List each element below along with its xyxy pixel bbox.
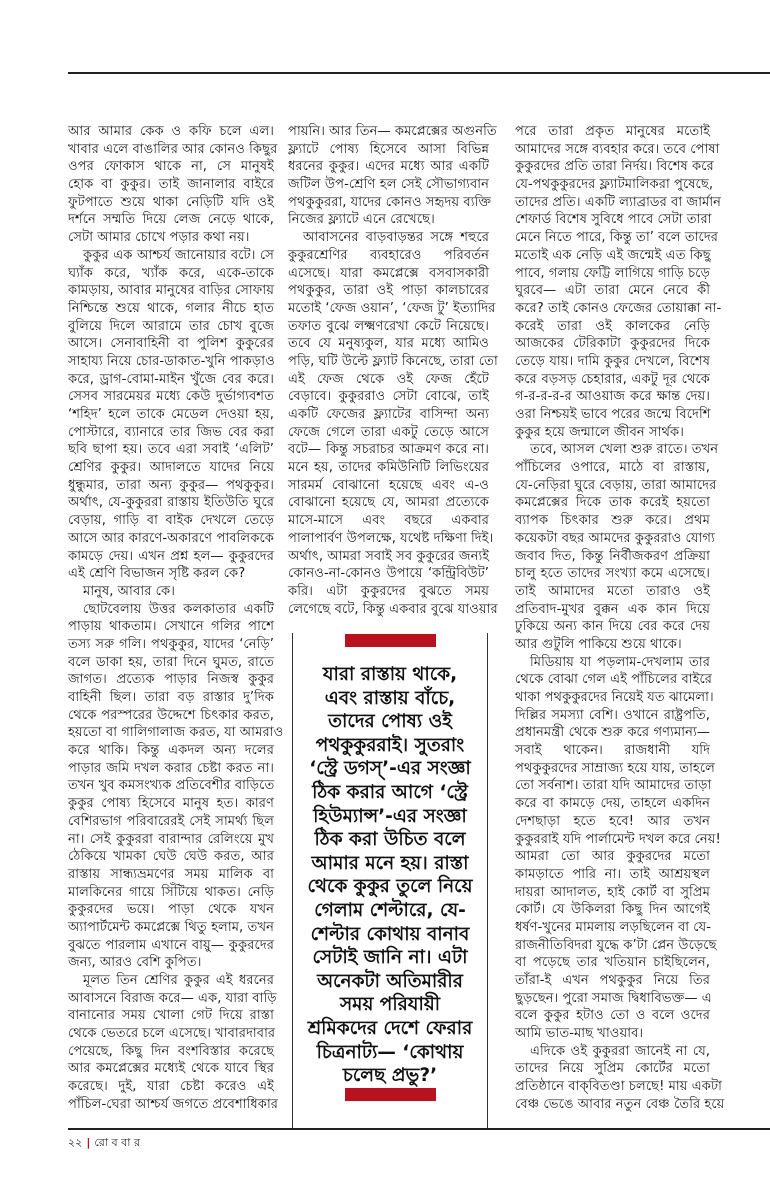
text-line: এই ফেজ থেকে ওই ফেজ হেঁটে [288, 371, 489, 387]
text-line: সেসব সারমেয়র মধ্যে কেউ দুর্ভাগ্যবশত [68, 389, 274, 405]
pull-quote-line: পথকুকুররাই। সুতরাং [315, 734, 465, 756]
pull-quote-line: ‘স্ট্রে ডগস্’-এর সংজ্ঞা [309, 758, 471, 780]
text-line: কামড়াতে পারি না। তাই আশ্রয়স্থল [515, 866, 710, 882]
text-line: ফেজে গেলে তারা একটু তেড়ে আসে [288, 424, 489, 440]
text-line: বটে— কিন্তু সচরাচর আক্রমণ করে না। [288, 442, 489, 458]
text-line: কুকুরশ্রেণির ব্যবহারেও পরিবর্তন [288, 247, 489, 263]
text-line: করে, ড্রাগ-বোমা-মাইন খুঁজে বের করে। [68, 371, 274, 387]
text-line: রাস্তায় সান্ধ্যভ্রমণের সময় মালিক বা [68, 866, 274, 882]
text-line: পরে তারা প্রকৃত মানুষের মতোই [515, 124, 710, 139]
pull-quote-line: চিত্রনাট্য— ‘কোথায় [316, 1041, 464, 1063]
text-line: বুলিয়ে দিলে আরামে তার চোখ বুজে [68, 318, 274, 334]
pull-quote-bottom-bar [345, 1088, 436, 1101]
text-line: কামড়ায়, আবার মানুষের বাড়ির সোফায় [68, 283, 274, 299]
text-line: কয়েকটা বছর আমদের কুকুররাও যোগ্য [515, 530, 715, 546]
text-line: আমরা তো আর কুকুরদের মতো [515, 849, 710, 865]
text-line: তাঁরা-ই এখন পথকুকুর নিয়ে তির [515, 973, 710, 988]
pull-quote-line: অনেকটা অতিমারীর [317, 970, 463, 992]
text-line: ঘুরবে— এটা তারা মেনে নেবে কী [515, 283, 710, 299]
text-line: ধরনের কুকুর। এদের মধ্যে আর একটি [288, 159, 489, 175]
text-line: খাবার এলে বাঙালির আর কোনও কিছুর [68, 141, 278, 157]
text-line: তফাত বুঝে লক্ষ্মণরেখা কেটে নিয়েছে। [288, 318, 489, 334]
text-line: গ-র-র-র-র আওয়াজ করে ক্ষান্ত দেয়। [515, 389, 710, 405]
text-line: পথকুকুর, তারা ওই পাড়া কালচারের [288, 283, 489, 299]
text-line: আমাদের সঙ্গে ব্যবহার করে। তবে পোষা [515, 141, 720, 157]
text-line: কুকুর এক আশ্চর্য জানোয়ার বটে। সে [83, 247, 274, 263]
text-line: চালু হতে তাদের সংখ্যা কমে এসেছে। [515, 566, 710, 582]
text-line: করে থাকি। কিন্তু একদল অন্য দলের [68, 743, 274, 759]
text-line: ধুন্ধুমার, তারা অন্য কুকুর— পথকুকুর। [68, 477, 274, 493]
text-line: থেকে বোঝা গেল এই পাঁচিলের বাইরে [515, 672, 713, 688]
pull-quote-top-bar [345, 634, 436, 647]
text-line: ধর্ষণ-খুনের মামলায় লড়ছিলেন বা যে- [515, 919, 712, 935]
pull-quote-line: তাদের পোষ্য ওই [328, 711, 452, 733]
text-line: তেড়ে যায়। দামি কুকুর দেখলে, বিশেষ [515, 353, 710, 369]
text-line: প্রতিবাদ-মুখর বুক্কন এক কান দিয়ে [515, 601, 710, 617]
text-line: পথকুকুরদের সাম্রাজ্য হয়ে যায়, তাহলে [515, 760, 715, 776]
pull-quote-line: এবং রাস্তায় বাঁচে, [324, 687, 456, 709]
text-line: ‘শহিদ’ হলে তাকে মেডেল দেওয়া হয়, [68, 407, 274, 422]
article-column-2 [288, 123, 498, 618]
text-line: ঘ্যাঁক করে, খ্যাঁক করে, একে-তাকে [68, 265, 274, 281]
text-line: শ্রেণির কুকুর। আদালতে যাদের নিয়ে [68, 460, 274, 476]
text-line: ছুড়ছেন। পুরো সমাজ দ্বিধাবিভক্ত— এ [515, 990, 712, 1006]
pull-quote-text [293, 663, 487, 1088]
text-line: দর্শনে সম্মতি দিয়ে লেজ নেড়ে থাকে, [68, 212, 274, 228]
text-line: জটিল উপ-শ্রেণি হল সেই সৌভাগ্যবান [288, 177, 489, 193]
pull-quote-box [292, 633, 488, 1129]
pull-quote-line: শেল্টার কোথায় বানাব [310, 923, 470, 945]
text-line: পায়নি। আর তিন— কমপ্লেক্সের অগুনতি [288, 124, 497, 139]
pull-quote-line: আমার মনে হয়। রাস্তা [311, 852, 469, 874]
text-line: জাগত। প্রত্যেক পাড়ার নিজস্ব কুকুর [68, 672, 274, 688]
text-line: পোস্টারে, ব্যানারে তার জিভ বের করা [68, 424, 274, 440]
text-line: পাড়ার জমি দখল করার চেষ্টা করত না। [68, 760, 274, 776]
text-line: থাকা পথকুকুরদের নিয়েই যত ঝামেলা। [515, 690, 714, 705]
text-line: ঠেকিয়ে খামকা ঘেউ ঘেউ করত, আর [68, 849, 274, 865]
pull-quote-line: ঠিক করা উচিত বলে [314, 829, 466, 851]
text-line: থেকে পরস্পরের উদ্দেশে চিৎকার করত, [68, 707, 274, 723]
text-line: মিডিয়ায় যা পড়লাম-দেখলাম তার [530, 654, 710, 670]
text-line: অর্থাৎ, যে-কুকুররা রাস্তায় ইতিউতি ঘুরে [68, 495, 274, 511]
text-line: করে বড়সড় চেহারার, একটু দূর থেকে [515, 371, 710, 387]
text-line: মানুষ, আবার কে। [83, 583, 175, 599]
text-line: করেছে। দুই, যারা চেষ্টা করেও এই [68, 1079, 274, 1095]
text-line: কোনও-না-কোনও উপায়ে ‘কন্ট্রিবিউট’ [288, 566, 489, 582]
text-line: মতোই ‘ফেজ ওয়ান’, ‘ফেজ টু’ ইত্যাদির [288, 300, 496, 316]
pull-quote-line: ঠিক করার আগে ‘স্ট্রে [312, 781, 468, 803]
text-line: তাই আমাদের মতো তারাও ওই [515, 583, 710, 599]
text-line: আমি ভাত-মাছ খাওয়াব। [515, 1026, 644, 1042]
text-line: কুকুর হয়ে জন্মালে জীবন সার্থক। [515, 424, 684, 440]
text-line: ব্যাপক চিৎকার শুরু করে। প্রথম [515, 513, 710, 529]
text-line: বেড়ায়, গাড়ি বা বাইক দেখলে তেড়ে [68, 513, 274, 529]
magazine-name: রো ব বা র [94, 1136, 141, 1149]
text-line: তবে, আসল খেলা শুরু রাতে। তখন [530, 442, 719, 458]
text-line: ছোটবেলায় উত্তর কলকাতার একটি [83, 601, 274, 617]
text-line: সারমর্ম বোঝানো হয়েছে এবং এ-ও [288, 477, 489, 493]
text-line: মতোই এক নেড়ি এই জন্মেই এত কিছু [515, 247, 711, 263]
text-line: আবাসনে বিরাজ করে— এক, যারা বাড়ি [68, 990, 277, 1006]
text-line: পড়ি, ঘটি উল্টে ফ্ল্যাট কিনেছে, তারা তো [288, 353, 498, 369]
text-line: রাজনীতিবিদরা যুদ্ধে ক’টা প্লেন উড়েছে [515, 937, 717, 953]
article-column-3 [515, 123, 725, 1114]
text-line: নিজের ফ্ল্যাটে এনে রেখেছে। [288, 212, 435, 228]
text-line: যে-নেড়িরা ঘুরে বেড়ায়, তারা আমাদের [515, 477, 717, 493]
text-line: মাসে-মাসে এবং বছরে একবার [288, 513, 489, 529]
text-line: বেঞ্চ ভেঙে আবার নতুন বেঞ্চ তৈরি হয়ে [515, 1096, 725, 1112]
text-line: কমপ্লেক্সের দিকে তাক করেই হয়তো [515, 495, 710, 511]
paragraph [515, 123, 722, 441]
paragraph [288, 229, 498, 618]
text-line: করে? তাই কোনও ফেজের তোয়াক্কা না- [515, 300, 722, 316]
pull-quote-line: হিউম্যান্স’-এর সংজ্ঞা [313, 805, 467, 827]
text-line: শেফার্ড বিশেষ সুবিধে পাবে সেটা তারা [515, 212, 712, 228]
text-line: ছবি ছাপা হয়। তবে এরা সবাই ‘এলিট’ [68, 442, 274, 458]
text-line: থেকে ভেতরে চলে এসেছে। খাবারদাবার [68, 1026, 276, 1042]
text-line: ফ্ল্যাটে পোষ্য হিসেবে আসা বিভিন্ন [288, 141, 489, 157]
text-line: মনে হয়, তাদের কমিউনিটি লিভিংয়ের [288, 460, 489, 476]
text-line: দেশছাড়া হতে হবে! আর তখন [515, 813, 710, 829]
text-line: আর কমপ্লেক্সের মধ্যেই থেকে যাবে স্থির [68, 1061, 274, 1077]
text-line: ওপর ফোকাস থাকে না, সে মানুষই [68, 159, 274, 175]
pull-quote-line: শ্রমিকদের দেশে ফেরার [307, 1017, 473, 1039]
text-line: জন্য, আরও বেশি কুপিত। [68, 955, 202, 971]
text-line: তাদের নিয়ে সুপ্রিম কোর্টের মতো [515, 1061, 710, 1077]
text-line: ওরা নিশ্চয়ই ভাবে পরের জন্মে বিদেশি [515, 407, 711, 422]
text-line: সেটা আমার চোখে পড়ার কথা নয়। [68, 230, 250, 246]
paragraph [68, 601, 284, 972]
text-line: পেয়েছে, কিছু দিন বংশবিস্তার করেছে [68, 1043, 274, 1059]
footer-separator: | [86, 1136, 91, 1149]
text-line: হোক বা কুকুর। তাই জানালার বাইরে [68, 177, 274, 193]
text-line: দিল্লির সমস্যা বেশি। ওখানে রাষ্ট্রপতি, [515, 707, 710, 723]
text-line: মালকিনের গায়ে সিঁটিয়ে থাকত। নেড়ি [68, 884, 274, 900]
page-footer [68, 1134, 140, 1153]
text-line: মূলত তিন শ্রেণির কুকুর এই ধরনের [83, 973, 274, 988]
article-column-1 [68, 123, 284, 1114]
paragraph [515, 1043, 725, 1114]
text-line: বলে ডাকা হয়, তারা দিনে ঘুমত, রাতে [68, 654, 274, 670]
text-line: অ্যাপার্টমেন্ট কমপ্লেক্সে থিতু হলাম, তখন [68, 919, 274, 935]
text-line: আসে। সেনাবাহিনী বা পুলিশ কুকুরের [68, 336, 274, 352]
text-line: একটি ফেজের ফ্ল্যাটের বাসিন্দা অন্য [288, 407, 489, 422]
text-line: ফুটপাতে শুয়ে থাকা নেড়িটি যদি ওই [68, 194, 274, 210]
text-line: করি। এটা কুকুরদের বুঝতে সময় [288, 583, 489, 599]
text-line: সাহায্য নিয়ে চোর-ডাকাত-খুনি পাকড়াও [68, 353, 275, 369]
text-line: আবাসনের বাড়বাড়ন্তর সঙ্গে শহুরে [303, 230, 489, 246]
text-line: বা পড়েছে তার খতিয়ান চাইছিলেন, [515, 955, 710, 971]
text-line: বাহিনী ছিল। তারা বড় রাস্তার দু’দিক [68, 690, 274, 705]
text-line: মেনে নিতে পারে, কিন্তু তা’ বলে তাদের [515, 230, 719, 246]
text-line: না। সেই কুকুররা বারান্দার রেলিংয়ে মুখ [68, 831, 274, 847]
text-line: যে-পথকুকুরদের ফ্ল্যাটমালিকরা পুষেছে, [515, 177, 714, 193]
pull-quote-line: যারা রাস্তায় থাকে, [322, 664, 458, 685]
text-line: বানানোর সময় খোলা গেট দিয়ে রাস্তা [68, 1008, 274, 1024]
paragraph [68, 972, 279, 1114]
text-line: নিশ্চিন্তে শুয়ে থাকে, গলার নীচে হাত [68, 300, 274, 316]
text-line: কুকুরদের ভয়ে। পাড়া থেকে যখন [68, 902, 274, 918]
text-line: পাড়ায় থাকতাম। সেখানে গলির পাশে [68, 619, 274, 635]
text-line: জবাব দিত, কিন্তু নির্বীজকরণ প্রক্রিয়া [515, 548, 710, 564]
text-line: তখন খুব কমসংখ্যক প্রতিবেশীর বাড়িতে [68, 778, 275, 794]
text-line: পাঁচিল-ঘেরা আশ্চর্য জগতে প্রবেশাধিকার [68, 1096, 279, 1112]
text-line: পথকুকুররা, যাদের কোনও সহৃদয় ব্যক্তি [288, 194, 492, 210]
text-line: কুকুর পোষ্য হিসেবে মানুষ হত। কারণ [68, 796, 274, 812]
text-line: এই শ্রেণি বিভাজন সৃষ্টি করল কে? [68, 566, 246, 582]
text-line: বেড়াবে। কুকুররাও সেটা বোঝে, তাই [288, 389, 489, 405]
text-line: ঢুকিয়ে অন্য কান দিয়ে বের করে দেয় [515, 619, 710, 635]
text-line: অর্থাৎ, আমরা সবাই সব কুকুরের জন্যই [288, 548, 490, 564]
page-number: ২২ [68, 1136, 83, 1149]
text-line: লেগেছে বটে, কিন্তু একবার বুঝে যাওয়ার [288, 601, 498, 617]
text-line: প্রতিষ্ঠানে বাক্‌বিতণ্ডা চলছে! মায় একটা [515, 1079, 722, 1095]
pull-quote-line: চলেছ প্রভু?’ [342, 1065, 438, 1087]
paragraph [68, 583, 274, 601]
pull-quote-line: গেলাম শেল্টারে, যে- [314, 899, 466, 921]
text-line: হয়তো বা গালিগালাজ করত, যা আমরাও [68, 725, 284, 741]
bottom-rule [68, 1128, 770, 1130]
paragraph [515, 654, 721, 1043]
text-line: এসেছে। যারা কমপ্লেক্সে বসবাসকারী [288, 265, 489, 281]
paragraph [68, 123, 278, 247]
text-line: আর গুটুলি পাকিয়ে শুয়ে থাকে। [515, 636, 682, 652]
text-line: বলে কুকুর হটাও তো ও বলে ওদের [515, 1008, 710, 1024]
pull-quote-line: সময় পরিযায়ী [339, 994, 441, 1016]
top-rule [68, 72, 770, 74]
text-line: করে বা কামড়ে দেয়, তাহলে একদিন [515, 796, 710, 812]
text-line: পালাপার্বণ উপলক্ষে, যথেষ্ট দক্ষিণা দিই। [288, 530, 494, 546]
text-line: প্রধানমন্ত্রী থেকে শুরু করে গণ্যমান্য— [515, 725, 710, 741]
pull-quote-line: সেটাই জানি না। এটা [312, 947, 468, 969]
text-line: আসে আর কারণে-অকারণে পাবলিককে [68, 530, 274, 546]
text-line: তাদের প্রতি। একটি ল্যাব্রাডর বা জার্মান [515, 194, 722, 210]
text-line: তো সর্বনাশ। তারা যদি আমাদের তাড়া [515, 778, 712, 794]
paragraph [515, 441, 719, 653]
text-line: বুঝতে পারলাম এখানে বায়ু— কুকুরদের [68, 937, 274, 953]
text-line: কুকুররাই যদি পার্লামেন্ট দখল করে নেয়! [515, 831, 721, 847]
paragraph [288, 123, 497, 229]
text-line: এদিকে ওই কুকুররা জানেই না যে, [530, 1043, 710, 1059]
text-line: দায়রা আদালত, হাই কোর্ট বা সুপ্রিম [515, 884, 710, 900]
text-line: করেই তারা ওই কালকের নেড়ি [515, 318, 710, 334]
text-line: আর আমার কেক ও কফি চলে এল। [68, 124, 274, 139]
text-line: কোর্ট। যে উকিলরা কিছু দিন আগেই [515, 902, 710, 918]
paragraph [68, 247, 274, 583]
text-line: বেশিরভাগ পরিবারেরই সেই সামর্থ্য ছিল [68, 813, 274, 829]
text-line: পাবে, গলায় ফেট্টি লাগিয়ে গাড়ি চড়ে [515, 265, 710, 281]
text-line: সবাই থাকেন। রাজধানী যদি [515, 743, 710, 759]
text-line: বোঝানো হয়েছে যে, আমরা প্রত্যেকে [288, 495, 489, 511]
text-line: আজকের টেরিকাটা কুকুরদের দিকে [515, 336, 710, 352]
text-line: কামড়ে দেয়। এখন প্রশ্ন হল— কুকুরদের [68, 548, 274, 564]
text-line: তস্য সরু গলি। পথকুকুর, যাদের ‘নেড়ি’ [68, 636, 274, 652]
text-line: তবে যে মনুষ্যকুল, যার মধ্যে আমিও [288, 336, 489, 352]
pull-quote-line: থেকে কুকুর তুলে নিয়ে [307, 876, 473, 898]
text-line: পাঁচিলের ওপারে, মাঠে বা রাস্তায়, [515, 460, 710, 476]
text-line: কুকুরদের প্রতি তারা নির্দয়। বিশেষ করে [515, 159, 714, 175]
